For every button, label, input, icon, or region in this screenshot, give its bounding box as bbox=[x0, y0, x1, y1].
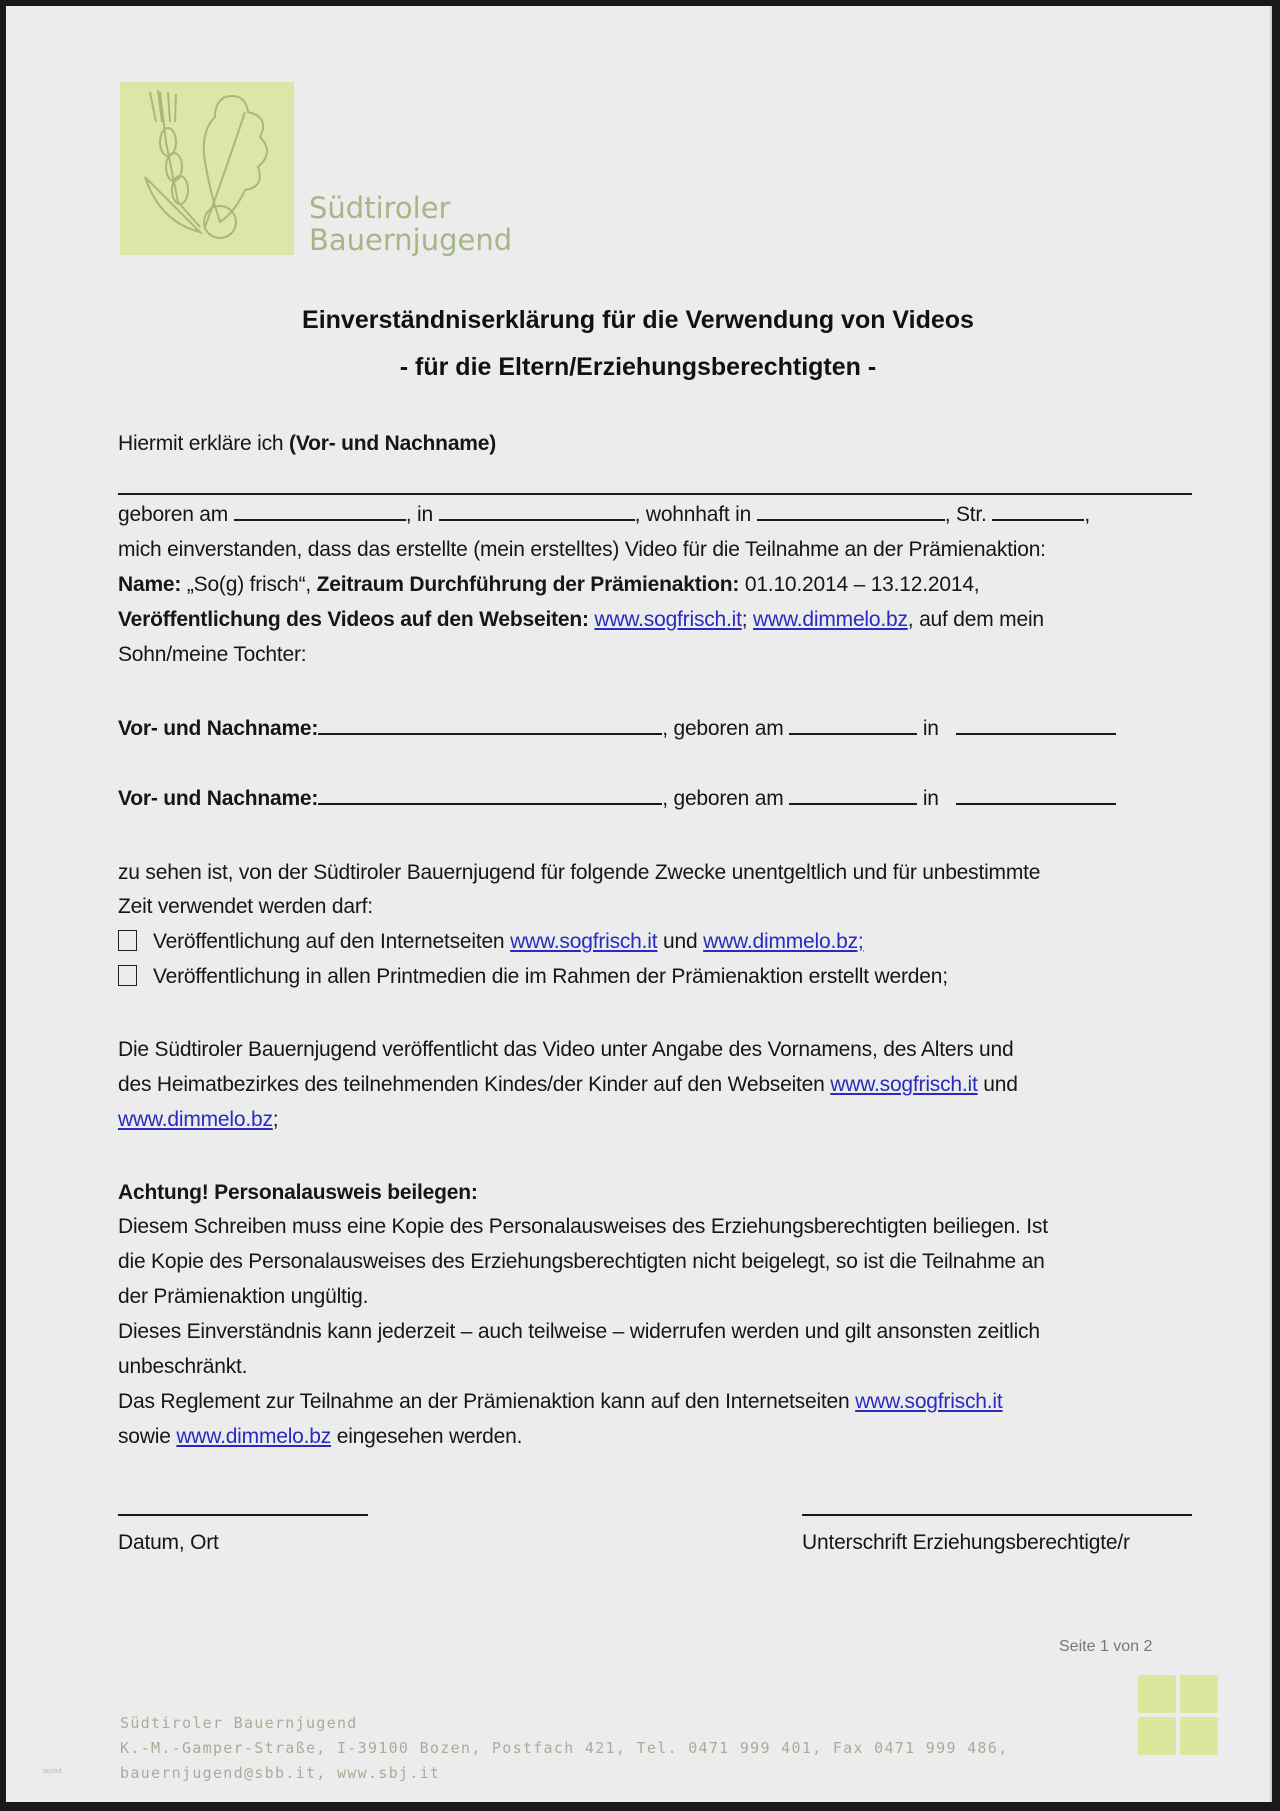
attention-heading: Achtung! Personalausweis beilegen: bbox=[118, 1181, 478, 1204]
sogfrisch-link[interactable]: www.sogfrisch.it bbox=[855, 1390, 1003, 1413]
option-print[interactable]: Veröffentlichung in allen Printmedien die im Rahmen der Prämienaktion erstellt werden; bbox=[118, 965, 948, 989]
dimmelo-link[interactable]: www.dimmelo.bz bbox=[118, 1108, 273, 1131]
wheat-oak-leaf-logo-icon bbox=[120, 82, 294, 255]
option-internet-checkbox[interactable] bbox=[118, 930, 137, 951]
reglement-line-2: sowie www.dimmelo.bz eingesehen werden. bbox=[118, 1425, 523, 1448]
child-intro-line: Sohn/meine Tochter: bbox=[118, 643, 307, 666]
publish-para-line-2: des Heimatbezirkes des teilnehmenden Kindes/der Kinder auf den Webseiten www.sogfrisch.it und bbox=[118, 1073, 1018, 1096]
option-print-checkbox[interactable] bbox=[118, 965, 137, 986]
footer-contact: bauernjugend@sbb.it, www.sbj.it bbox=[120, 1764, 441, 1782]
logo-line-1: Südtiroler bbox=[309, 191, 451, 225]
footer-address: K.-M.-Gamper-Straße, I-39100 Bozen, Postfach 421, Tel. 0471 999 401, Fax 0471 999 486, bbox=[120, 1739, 1009, 1757]
child-2-birth-place-field[interactable] bbox=[956, 787, 1116, 805]
consent-line: mich einverstanden, dass das erstellte (mein erstelltes) Video für die Teilnahme an der Prämienaktion: bbox=[118, 538, 1046, 561]
plant-icon-3 bbox=[1138, 1717, 1176, 1755]
reglement-line-1: Das Reglement zur Teilnahme an der Prämienaktion kann auf den Internetseiten www.sogfrisch.it bbox=[118, 1390, 1003, 1413]
purpose-line-1: zu sehen ist, von der Südtiroler Bauernjugend für folgende Zwecke unentgeltlich und für unbestimmte bbox=[118, 861, 1041, 884]
publication-line: Veröffentlichung des Videos auf den Webseiten: www.sogfrisch.it; www.dimmelo.bz, auf dem mein bbox=[118, 608, 1044, 631]
birth-date-field[interactable] bbox=[234, 503, 406, 521]
footer-icon-grid bbox=[1138, 1675, 1218, 1755]
child-1-birth-date-field[interactable] bbox=[789, 717, 917, 735]
document-page bbox=[6, 6, 1272, 1802]
date-place-signature-field[interactable] bbox=[118, 1514, 368, 1516]
campaign-name-line: Name: „So(g) frisch“, Zeitraum Durchführung der Prämienaktion: 01.10.2014 – 13.12.2014, bbox=[118, 573, 980, 596]
child-2-name-field[interactable] bbox=[318, 787, 662, 805]
footer-org: Südtiroler Bauernjugend bbox=[120, 1714, 358, 1732]
option-internet[interactable]: Veröffentlichung auf den Internetseiten www.sogfrisch.it und www.dimmelo.bz; bbox=[118, 930, 864, 954]
child-2-birth-date-field[interactable] bbox=[789, 787, 917, 805]
child-1-birth-place-field[interactable] bbox=[956, 717, 1116, 735]
sogfrisch-link[interactable]: www.sogfrisch.it bbox=[594, 608, 742, 631]
birth-address-line: geboren am , in , wohnhaft in , Str. , bbox=[118, 503, 1090, 526]
street-field[interactable] bbox=[992, 503, 1084, 521]
page-number: Seite 1 von 2 bbox=[1059, 1638, 1153, 1655]
birth-place-field[interactable] bbox=[439, 503, 635, 521]
dimmelo-link[interactable]: www.dimmelo.bz bbox=[753, 608, 908, 631]
plant-icon-4 bbox=[1180, 1717, 1218, 1755]
plant-icon-2 bbox=[1180, 1675, 1218, 1713]
guardian-signature-field[interactable] bbox=[802, 1514, 1192, 1516]
document-title: Einverständniserklärung für die Verwendung von Videos bbox=[302, 306, 974, 334]
residence-field[interactable] bbox=[757, 503, 945, 521]
guardian-signature-label: Unterschrift Erziehungsberechtigte/r bbox=[802, 1531, 1130, 1554]
purpose-line-2: Zeit verwendet werden darf: bbox=[118, 895, 373, 918]
dimmelo-link[interactable]: www.dimmelo.bz; bbox=[703, 930, 864, 953]
plant-icon-1 bbox=[1138, 1675, 1176, 1713]
org-logo-text bbox=[309, 192, 512, 256]
dimmelo-link[interactable]: www.dimmelo.bz bbox=[176, 1425, 332, 1448]
attention-line-2: die Kopie des Personalausweises des Erziehungsberechtigten nicht beigelegt, so ist die Teilnahme an bbox=[118, 1250, 1045, 1273]
attention-line-1: Diesem Schreiben muss eine Kopie des Personalausweises des Erziehungsberechtigten beiliegen. Ist bbox=[118, 1215, 1048, 1238]
document-subtitle: - für die Eltern/Erziehungsberechtigten - bbox=[399, 353, 877, 381]
child-1-name-field[interactable] bbox=[318, 717, 662, 735]
parent-name-field[interactable] bbox=[118, 493, 1192, 495]
publish-para-line-3: www.dimmelo.bz; bbox=[118, 1108, 279, 1131]
intro-line: Hiermit erkläre ich (Vor- und Nachname) bbox=[118, 432, 497, 455]
publish-para-line-1: Die Südtiroler Bauernjugend veröffentlicht das Video unter Angabe des Vornamens, des Alters und bbox=[118, 1038, 1014, 1061]
date-place-label: Datum, Ort bbox=[118, 1531, 219, 1554]
attention-line-4: Dieses Einverständnis kann jederzeit – auch teilweise – widerrufen werden und gilt ansonsten zeitlich bbox=[118, 1320, 1040, 1343]
sogfrisch-link[interactable]: www.sogfrisch.it bbox=[830, 1073, 978, 1096]
logo-line-2: Bauernjugend bbox=[309, 223, 513, 257]
child-row-1: Vor- und Nachname: , geboren am in bbox=[118, 717, 1116, 741]
tiny-mark: layout bbox=[43, 1768, 62, 1775]
sogfrisch-link[interactable]: www.sogfrisch.it bbox=[510, 930, 658, 953]
attention-line-5: unbeschränkt. bbox=[118, 1355, 248, 1378]
attention-line-3: der Prämienaktion ungültig. bbox=[118, 1285, 369, 1308]
child-row-2: Vor- und Nachname: , geboren am in bbox=[118, 787, 1116, 811]
